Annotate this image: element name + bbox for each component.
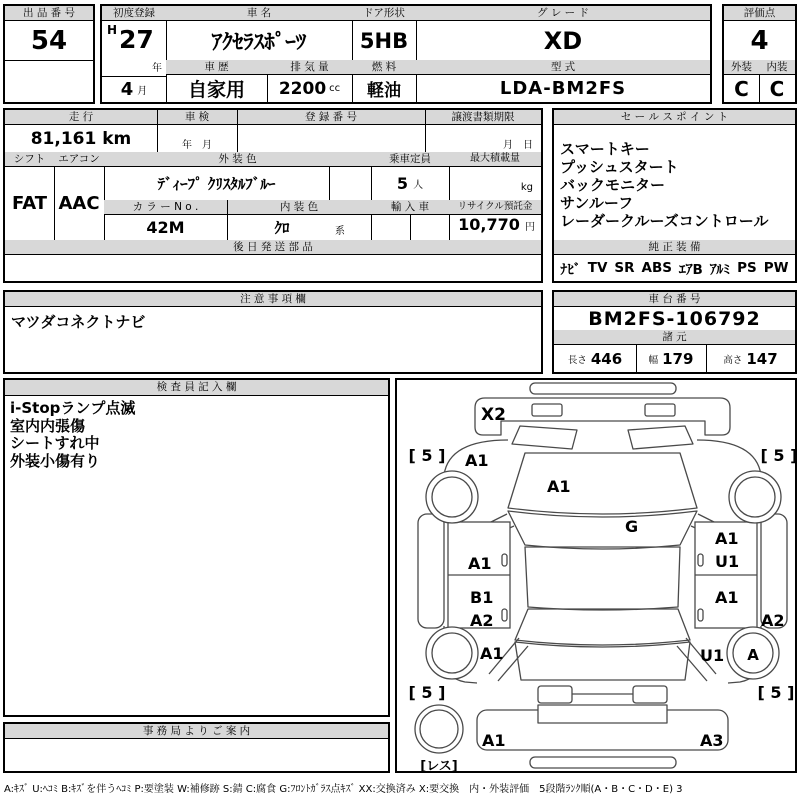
color-no-label: カ ラ ー N o .: [104, 200, 227, 215]
mark-tire-rear-right: [ 5 ]: [757, 683, 795, 702]
recycle-deposit-unit: 円: [525, 222, 535, 233]
mark-door-rear-right: A1: [715, 588, 739, 607]
roof: [525, 547, 680, 610]
shaken-label: 車 検: [157, 110, 237, 125]
headlight-left: [512, 426, 577, 449]
car-name-value: ｱｸｾﾗｽﾎﾟｰﾂ: [211, 29, 307, 54]
inspector-note-line: 外装小傷有り: [10, 451, 101, 470]
mark-fender-rear-left: A1: [480, 644, 504, 663]
office-notice-title: 事 務 局 よ り ご 案 内: [5, 724, 388, 739]
length-label: 長さ: [567, 354, 587, 366]
car-top-view-diagram: [397, 380, 795, 771]
mark-wheel-rear-right: A: [747, 646, 759, 664]
fuel-value: 軽油: [367, 81, 401, 101]
interior-color-suffix: 系: [335, 226, 345, 237]
equipment-item: ABS: [641, 260, 673, 276]
score-label: 評価点: [724, 6, 795, 21]
mark-rear-bumper-left: A1: [482, 731, 506, 750]
equipment-item: ﾅﾋﾞ: [560, 262, 581, 278]
dimension-width: [636, 345, 706, 372]
first-registration-month-value: 4: [120, 78, 134, 100]
door-shape-value: 5HB: [359, 28, 409, 53]
car-name-label: 車 名: [166, 6, 352, 21]
sales-point-item: サンルーフ: [560, 194, 634, 212]
exterior-color-label: 外 装 色: [104, 152, 371, 167]
aircon-value: AAC: [58, 193, 100, 214]
sales-points-list: [560, 140, 792, 230]
dimensions-title: 諸 元: [554, 330, 795, 345]
inspector-notes-list: [10, 400, 380, 470]
first-registration-year: [102, 21, 166, 76]
mark-fender-front-left: A1: [465, 451, 489, 470]
model-code-label: 型 式: [416, 60, 710, 75]
notes-box: [3, 290, 543, 374]
aircon-label: エアコン: [54, 152, 104, 167]
divider: [5, 60, 93, 61]
model-code-value: LDA-BM2FS: [499, 78, 627, 99]
import-label: 輸 入 車: [371, 200, 449, 215]
year-unit: 年: [152, 63, 162, 74]
dimension-length: [554, 345, 636, 372]
registration-number-value: [237, 125, 425, 152]
front-trim-bar: [530, 383, 676, 394]
mark-door-front-left: A1: [468, 554, 492, 573]
rear-trim-bar: [530, 757, 676, 768]
recycle-deposit-label: リサイクル預託金: [449, 200, 541, 215]
exterior-color-value: ﾃﾞｨｰﾌﾟ ｸﾘｽﾀﾙﾌﾞﾙｰ: [157, 175, 276, 193]
damage-diagram-box: [395, 378, 797, 773]
max-load-unit: kg: [520, 182, 533, 193]
mark-door-front-right-2: U1: [715, 552, 740, 571]
capacity-value: 5: [396, 174, 409, 193]
chassis-box: [552, 290, 797, 374]
shift-label: シフト: [5, 152, 54, 167]
mark-fender-rear-right: U1: [700, 646, 725, 665]
registration-number-label: 登 録 番 号: [237, 110, 425, 125]
inspector-notes-box: [3, 378, 390, 717]
displacement-unit: cc: [329, 83, 341, 94]
width-value: 179: [662, 349, 694, 368]
equipment-item: ｴｱB: [679, 262, 703, 278]
mark-rear-bumper-right: A3: [700, 731, 724, 750]
auction-number-value: 54: [30, 25, 68, 56]
mark-tire-rear-left: [ 5 ]: [408, 683, 446, 702]
score-box: [722, 4, 797, 104]
damage-code-legend: A:ｷｽﾞ U:ﾍｺﾐ B:ｷｽﾞを伴うﾍｺﾐ P:要塗装 W:補修跡 S:錆 C:腐食 G:ﾌﾛﾝﾄｶﾞﾗｽ点ｷｽﾞ XX:交換済み X:要交換 内・外装評価 5段階ﾗﾝｸ順(A・B・C・D・E) 3: [4, 784, 683, 795]
mark-door-front-right-1: A1: [715, 529, 739, 548]
notes-title: 注 意 事 項 欄: [5, 292, 541, 307]
equipment-item: PS: [737, 260, 757, 276]
rear-window: [515, 609, 690, 645]
equipment-item: TV: [587, 260, 608, 276]
mark-windshield: G: [625, 517, 639, 536]
rocker-left: [418, 514, 444, 628]
dimension-height: [706, 345, 795, 372]
first-registration-label: 初度登録: [102, 6, 166, 21]
mark-tire-front-left: [ 5 ]: [408, 446, 446, 465]
sales-point-item: スマートキー: [560, 140, 650, 158]
mark-tire-front-right: [ 5 ]: [760, 446, 795, 465]
capacity-value-wrap: [371, 167, 449, 200]
auction-number-label: 出 品 番 号: [5, 6, 93, 21]
mark-spare-tire: [レス]: [420, 759, 458, 771]
displacement-value-wrap: [267, 75, 352, 102]
sales-points-box: [552, 108, 797, 283]
height-label: 高さ: [723, 354, 743, 366]
equipment-list: [554, 255, 795, 281]
sales-point-item: レーダークルーズコントロール: [560, 212, 769, 230]
chassis-number: BM2FS-106792: [588, 307, 761, 330]
import-value: [371, 215, 449, 240]
later-parts-label: 後 日 発 送 部 品: [5, 240, 541, 255]
hood: [508, 453, 697, 514]
length-value: 446: [590, 349, 623, 368]
interior-color-label: 内 装 色: [227, 200, 371, 215]
displacement-value: 2200: [278, 78, 327, 99]
max-load-label: 最大積載量: [449, 152, 541, 167]
capacity-label: 乗車定員: [371, 152, 449, 167]
exterior-grade-value: C: [734, 76, 749, 101]
mark-rocker-right: A2: [761, 611, 785, 630]
mark-door-rear-left-2: A2: [470, 611, 494, 630]
chassis-title: 車 台 番 号: [554, 292, 795, 307]
taillight-left: [538, 686, 572, 703]
first-registration-month: [102, 76, 166, 102]
height-value: 147: [746, 349, 778, 368]
later-parts-value: [5, 255, 541, 281]
equipment-item: ｱﾙﾐ: [709, 262, 731, 278]
mark-front-bumper: X2: [481, 405, 506, 425]
score-value: 4: [750, 25, 769, 56]
windshield: [508, 511, 697, 549]
interior-color-value: ｸﾛ: [274, 219, 290, 237]
inspector-note-line: 室内内張傷: [10, 416, 86, 435]
inspector-notes-title: 検 査 員 記 入 欄: [5, 380, 388, 396]
sales-point-item: プッシュスタート: [560, 158, 679, 176]
notes-text: マツダコネクトナビ: [11, 313, 146, 331]
car-history-value: 自家用: [187, 79, 245, 101]
vehicle-header-box: [100, 4, 712, 104]
equipment-item: SR: [614, 260, 635, 276]
spec-table: [3, 108, 543, 283]
transfer-deadline-label: 譲渡書類期限: [425, 110, 541, 125]
fuel-label: 燃 料: [352, 60, 416, 75]
mark-door-rear-left-1: B1: [470, 588, 494, 607]
capacity-unit: 人: [413, 180, 424, 191]
color-no-value: 42M: [146, 218, 185, 237]
headlight-right: [628, 426, 693, 449]
exterior-grade-label: 外装: [724, 60, 759, 75]
shaken-placeholder: 年 月: [182, 140, 212, 151]
interior-grade-value: C: [769, 76, 785, 101]
recycle-deposit-value: 10,770: [458, 215, 520, 234]
mileage-label: 走 行: [5, 110, 157, 125]
grade-value: XD: [543, 26, 583, 55]
first-registration-year-value: 27: [119, 25, 154, 54]
era-mark: H: [107, 23, 118, 37]
taillight-right: [633, 686, 667, 703]
sales-point-item: バックモニター: [560, 176, 666, 194]
front-bumper: [475, 398, 730, 435]
door-shape-label: ドア形状: [352, 6, 416, 21]
inspector-note-line: i-Stopランプ点滅: [10, 399, 136, 417]
interior-grade-label: 内装: [759, 60, 795, 75]
equipment-title: 純 正 装 備: [554, 240, 795, 255]
month-unit: 月: [137, 85, 148, 97]
equipment-item: PW: [763, 260, 789, 276]
inspector-note-line: シートすれ中: [10, 434, 100, 452]
sales-points-title: セ ー ル ス ポ イ ン ト: [554, 110, 795, 125]
width-label: 幅: [648, 354, 659, 366]
car-history-label: 車 歴: [166, 60, 267, 75]
mileage-value: 81,161 km: [30, 128, 132, 149]
grade-label: グ レ ー ド: [416, 6, 710, 21]
transfer-deadline-placeholder: 月 日: [503, 140, 533, 151]
office-notice-box: [3, 722, 390, 773]
mark-hood: A1: [547, 477, 571, 496]
tailgate: [515, 642, 690, 680]
auction-number-box: [3, 4, 95, 104]
shift-value: FAT: [11, 193, 48, 214]
displacement-label: 排 気 量: [267, 60, 352, 75]
recycle-deposit-wrap: [449, 215, 535, 240]
